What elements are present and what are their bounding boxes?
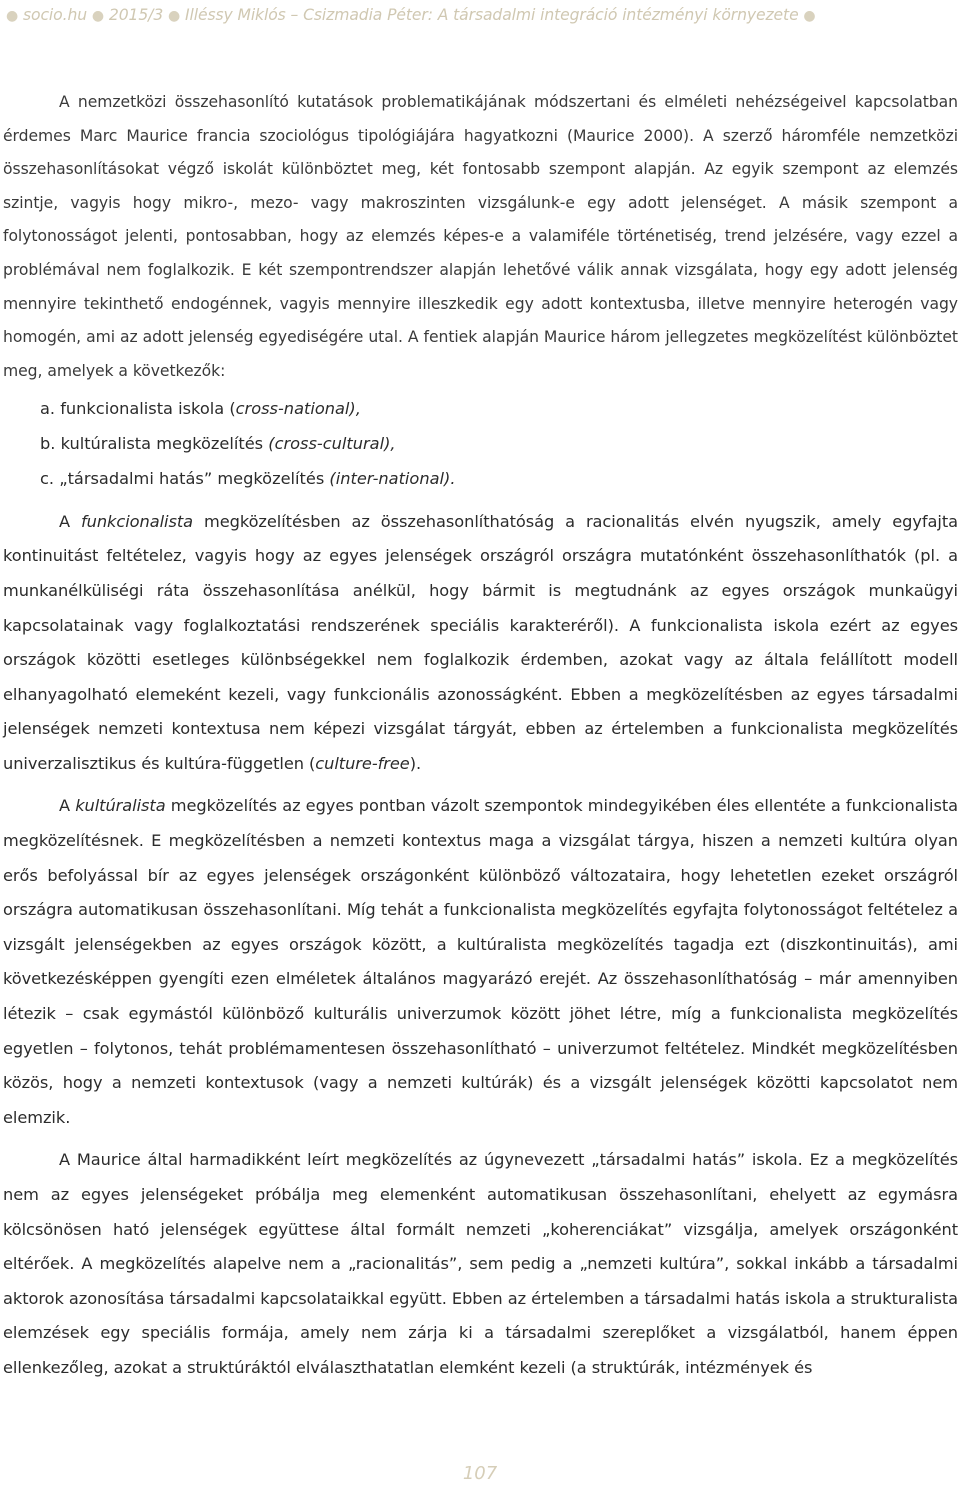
header-issue: 2015/3 [108,6,164,24]
bullet-icon: ● [803,8,816,24]
paragraph: A kultúralista megközelítés az egyes pontban vázolt szempontok mindegyikében éles ellentéte a funkcionalista megközelítésnek. E megközelítésben a nemzeti kontextus maga a vizsgálat tárgya, hiszen a nemzeti kultúra olyan erős befolyással bír az egyes jelenségek országonként különböző változataira, hogy lehetetlen ezeket országról országra automatikusan összehasonlítani. Míg tehát a funkcionalista megközelítés egyfajta folytonosságot feltételez a vizsgált jelenségekben az egyes országok között, a kultúralista megközelítés tagadja ezt (diszkontinuitás), ami következésképpen gyengíti ezen elméletek általános magyarázó erejét. Az összehasonlíthatóság – már amennyiben létezik – csak egymástól különböző kulturális univerzumok között jöhet létre, míg a funkcionalista megközelítés egyetlen – folytonos, tehát problémamentesen összehasonlítható – univerzumot feltételez. Mindkét megközelítésben közös, hogy a nemzeti kontextusok (vagy a nemzeti kultúrák) és a vizsgált jelenségek közötti kapcsolatot nem elemzik. [3,796,959,1127]
approach-list [3,392,958,496]
list-item: b. kultúralista megközelítés (cross-cultural), [40,434,396,454]
paragraph: A Maurice által harmadikként leírt megközelítés az úgynevezett „társadalmi hatás” iskola. Ez a megközelítés nem az egyes jelenségeket próbálja meg elemenként automatikusan összehasonlítani, ehelyett az egymásra kölcsönösen ható jelenségek együttese által formált nemzeti „koherenciákat” vizsgálja, amelyek országonként eltérőek. A megközelítés alapelve nem a „racionalitás”, sem pedig a „nemzeti kultúra”, sokkal inkább a társadalmi aktorok azonosítása társadalmi kapcsolataikkal együtt. Ebben az értelemben a társadalmi hatás iskola a strukturalista elemzések egy speciális formája, amely nem zárja ki a társadalmi szereplőket a vizsgálatból, hanem éppen ellenkezőleg, azokat a struktúráktól elválaszthatatlan elemként kezeli (a struktúrák, intézmények és [3,1150,958,1377]
running-header [6,6,956,24]
article-body [3,86,958,1386]
bullet-icon: ● [6,8,19,24]
list-item: a. funkcionalista iskola (cross-national), [40,399,361,419]
header-site: socio.hu [22,6,88,24]
paragraph: A funkcionalista megközelítésben az összehasonlíthatóság a racionalitás elvén nyugszik, amely egyfajta kontinuitást feltételez, vagyis hogy az egyes jelenségek országról országra mutatónként összehasonlíthatók (pl. a munkanélküliségi ráta összehasonlítása anélkül, hogy bármit is megtudnánk az egyes országok munkaügyi kapcsolatainak vagy foglalkoztatási rendszerének speciális karakteréről). A funkcionalista iskola ezért az egyes országok közötti esetleges különbségekkel nem foglalkozik érdemben, azokat vagy az általa felállított modell elhanyagolható elemeként kezeli, vagy funkcionális azonosságként. Ebben a megközelítésben az egyes társadalmi jelenségek nemzeti kontextusa nem képezi vizsgálat tárgyát, ebben az értelemben a funkcionalista megközelítés univerzalisztikus és kultúra-független (culture-free). [3,511,958,773]
bullet-icon: ● [91,8,105,24]
list-item: c. „társadalmi hatás” megközelítés (inter-national). [40,468,456,488]
paragraph [3,86,958,388]
header-citation: Illéssy Miklós – Csizmadia Péter: A társadalmi integráció intézményi környezete [184,6,799,24]
bullet-icon: ● [168,8,181,24]
page-number: 107 [462,1463,498,1484]
paragraph-text: A nemzetközi összehasonlító kutatások problematikájának módszertani és elméleti nehézségeivel kapcsolatban érdemes Marc Maurice francia szociológus tipológiájára hagyatkozni (Maurice 2000). A szerző háromféle nemzetközi összehasonlításokat végző iskolát különböztet meg, két fontosabb szempont alapján. Az egyik szempont az elemzés szintje, vagyis hogy mikro-, mezo- vagy makroszinten vizsgálunk-e egy adott jelenséget. A másik szempont a folytonosságot jelenti, pontosabban, hogy az elemzés képes-e a valamiféle történetiség, trend jelzésére, vagy ezzel a problémával nem foglalkozik. [3,93,958,279]
paragraph-text: E két szempontrendszer alapján lehetővé válik annak vizsgálata, hogy egy adott jelenség mennyire tekinthető endogénnek, vagyis mennyire illeszkedik egy adott kontextusba, illetve mennyire heterogén vagy homogén, ami az adott jelenség egyediségére utal. A fentiek alapján Maurice három jellegzetes megközelítést különböztet meg, amelyek a következők: [3,260,958,380]
